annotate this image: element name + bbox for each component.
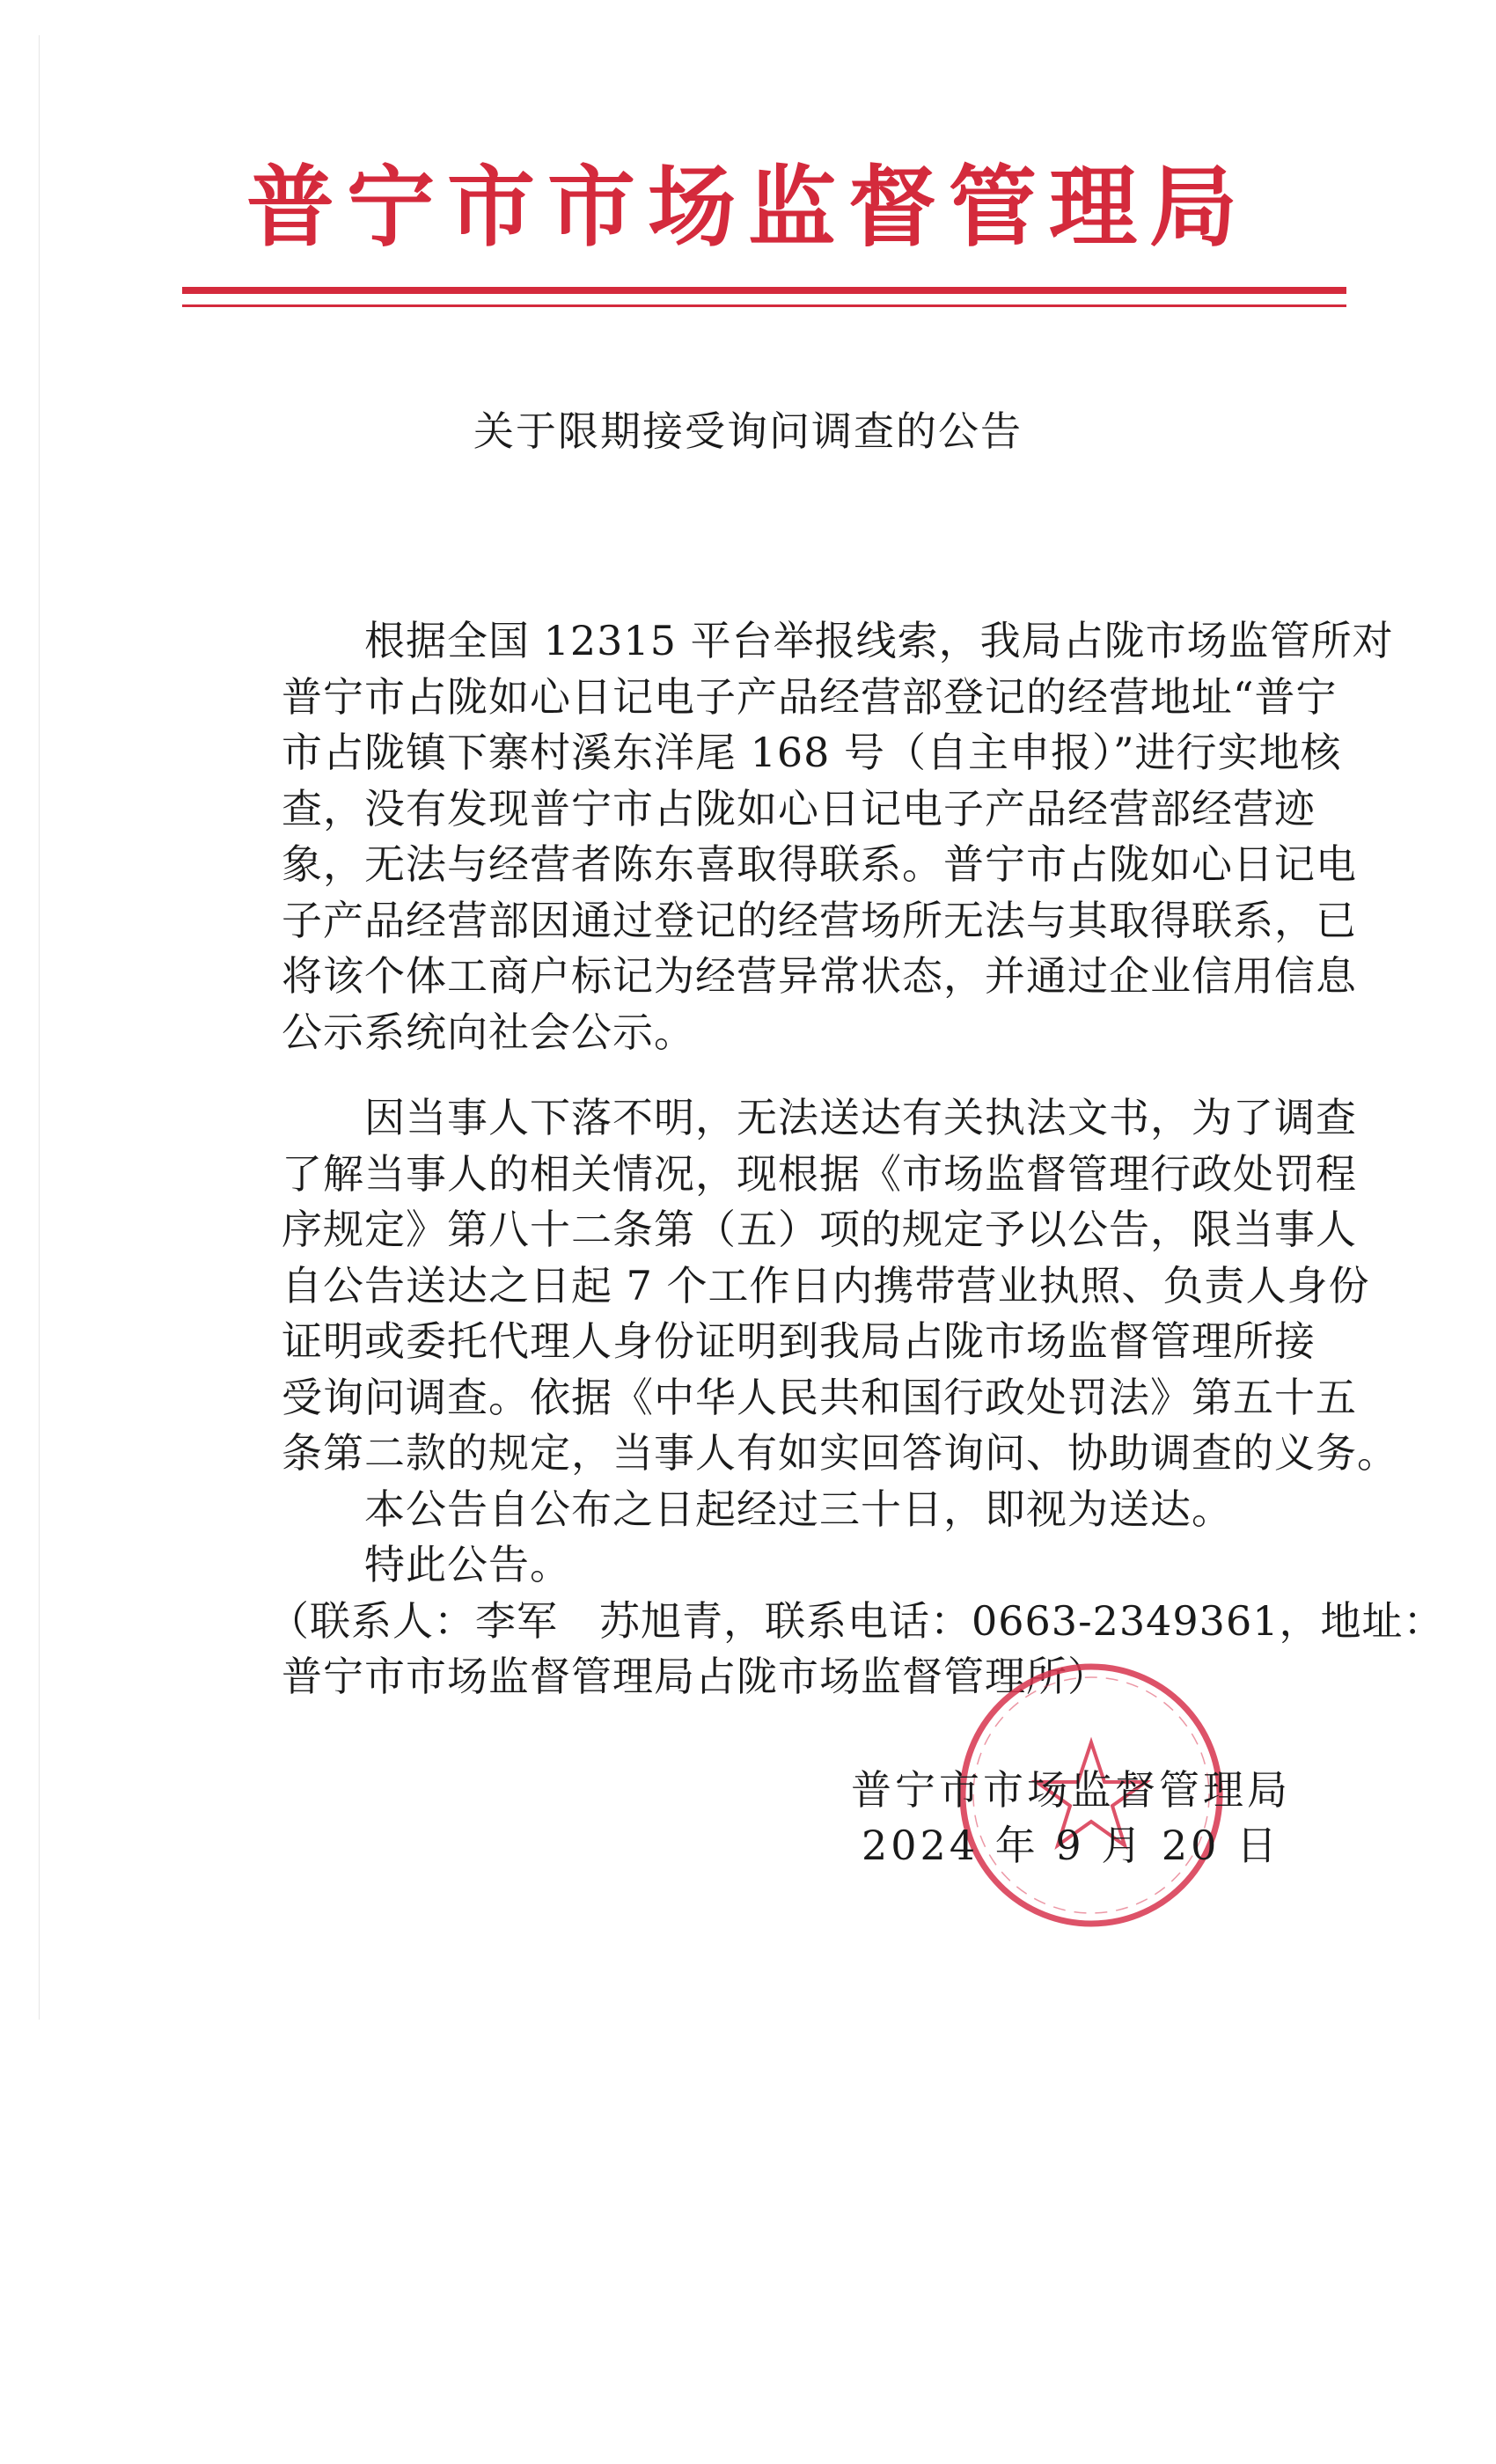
text-line: 受询问调查。依据《中华人民共和国行政处罚法》第五十五 (282, 1373, 1357, 1421)
contact-line: （联系人：李军 苏旭青，联系电话：0663-2349361，地址： (268, 1596, 1445, 1645)
text-line: 市占陇镇下寨村溪东洋尾 168 号（自主申报）”进行实地核 (282, 729, 1342, 776)
contact-address: 普宁市市场监督管理局占陇市场监督管理所） (282, 1653, 1109, 1700)
issue-date: 2024 年 9 月 20 日 (862, 1822, 1280, 1869)
text-line: 因当事人下落不明，无法送达有关执法文书，为了调查 (364, 1094, 1357, 1141)
document-title: 关于限期接受询问调查的公告 (473, 407, 1023, 455)
document-body (268, 616, 1445, 1708)
text-line: 自公告送达之日起 7 个工作日内携带营业执照、负责人身份 (282, 1261, 1370, 1309)
service-notice: 本公告自公布之日起经过三十日，即视为送达。 (364, 1485, 1233, 1533)
page-margin-line (39, 35, 40, 2020)
text-line: 了解当事人的相关情况，现根据《市场监督管理行政处罚程 (282, 1149, 1357, 1198)
text-line: 查，没有发现普宁市占陇如心日记电子产品经营部经营迹 (282, 784, 1316, 832)
issuer-signature: 普宁市市场监督管理局 (851, 1766, 1291, 1814)
paragraph-gap (282, 1063, 1320, 1093)
text-line: 将该个体工商户标记为经营异常状态，并通过企业信用信息 (282, 952, 1357, 1000)
letterhead-rule-thin (182, 304, 1346, 307)
agency-letterhead: 普宁市市场监督管理局 (246, 155, 1250, 259)
paragraph-1 (282, 616, 1394, 1063)
letterhead-rule-thick (182, 287, 1346, 294)
text-line: 子产品经营部因通过登记的经营场所无法与其取得联系，已 (282, 896, 1357, 944)
text-line: 普宁市占陇如心日记电子产品经营部登记的经营地址“普宁 (282, 672, 1338, 721)
paragraph-2 (282, 1093, 1398, 1485)
text-line: 根据全国 12315 平台举报线索，我局占陇市场监管所对 (364, 617, 1394, 664)
text-line: 象，无法与经营者陈东喜取得联系。普宁市占陇如心日记电 (282, 840, 1357, 888)
text-line: 公示系统向社会公示。 (282, 1008, 695, 1056)
text-line: 条第二款的规定，当事人有如实回答询问、协助调查的义务。 (282, 1429, 1398, 1477)
text-line: 序规定》第八十二条第（五）项的规定予以公告，限当事人 (282, 1206, 1357, 1253)
text-line: 证明或委托代理人身份证明到我局占陇市场监督管理所接 (282, 1317, 1316, 1365)
signature-block (851, 1765, 1291, 1876)
closing-statement: 特此公告。 (364, 1541, 571, 1588)
